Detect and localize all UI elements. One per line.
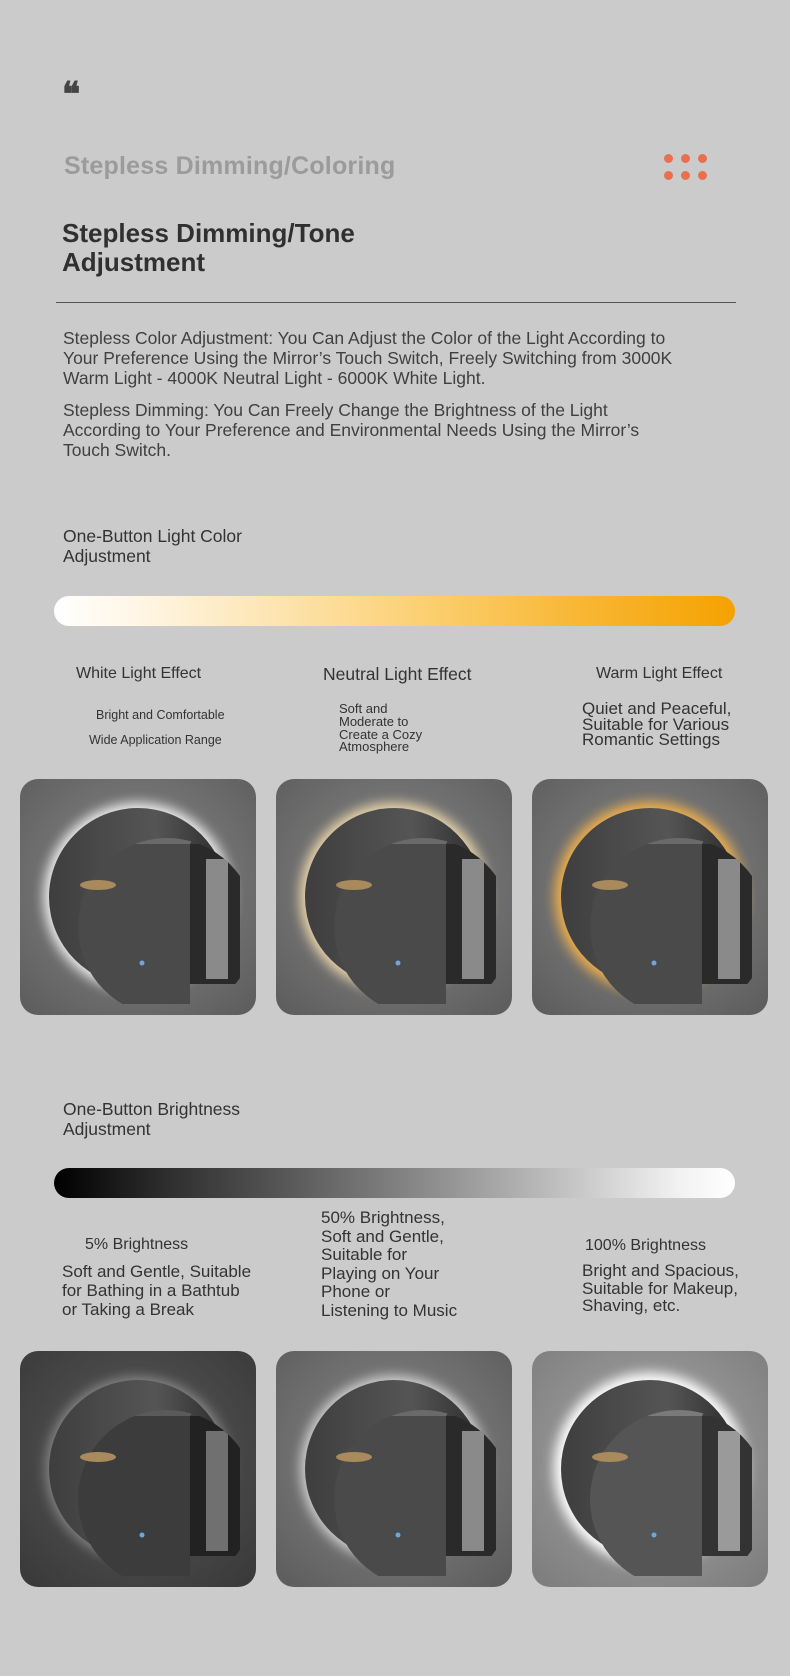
color-adjust-paragraph: Stepless Color Adjustment: You Can Adjust the Color of the Light According to Your Preference Using the Mirror’s Touch Switch, Freely Switching from 3000K Warm Light - 4000K Neutral Light - 6000K White Light. (63, 328, 673, 388)
brightness-100-title: 100% Brightness (585, 1237, 706, 1254)
divider (56, 302, 736, 303)
dots-icon (664, 154, 712, 182)
brightness-bar (54, 1168, 735, 1198)
white-light-title: White Light Effect (76, 665, 202, 682)
brightness-5-title: 5% Brightness (85, 1236, 189, 1253)
quote-icon: ❝ (62, 75, 81, 115)
white-light-desc-1: Bright and Comfortable (96, 708, 225, 722)
brightness-50-mirror-image (276, 1351, 512, 1587)
white-light-desc-2: Wide Application Range (89, 733, 222, 747)
dimming-paragraph: Stepless Dimming: You Can Freely Change the Brightness of the Light According to Your Preference and Environmental Needs Using the Mirror’s Touch Switch. (63, 400, 640, 460)
brightness-section-label: One-Button Brightness Adjustment (63, 1099, 241, 1139)
warm-light-title: Warm Light Effect (596, 665, 723, 682)
color-temperature-bar (54, 596, 735, 626)
brightness-100-mirror-image (532, 1351, 768, 1587)
brightness-50-title: 50% Brightness, Soft and Gentle, Suitable for Playing on Your Phone or Listening to Music (321, 1208, 458, 1320)
warm-light-desc: Quiet and Peaceful, Suitable for Various Romantic Settings (582, 699, 732, 749)
warm-light-mirror-image (532, 779, 768, 1015)
brightness-5-desc: Soft and Gentle, Suitable for Bathing in a Bathtub or Taking a Break (62, 1262, 252, 1319)
brightness-5-mirror-image (20, 1351, 256, 1587)
page-title: Stepless Dimming/Tone Adjustment (62, 218, 355, 277)
neutral-light-desc: Soft and Moderate to Create a Cozy Atmosphere (339, 701, 423, 755)
neutral-light-title: Neutral Light Effect (323, 664, 472, 684)
neutral-light-mirror-image (276, 779, 512, 1015)
color-section-label: One-Button Light Color Adjustment (63, 526, 242, 566)
brightness-100-desc: Bright and Spacious, Suitable for Makeup, Shaving, etc. (582, 1261, 739, 1316)
white-light-mirror-image (20, 779, 256, 1015)
section-subtitle: Stepless Dimming/Coloring (64, 152, 396, 180)
